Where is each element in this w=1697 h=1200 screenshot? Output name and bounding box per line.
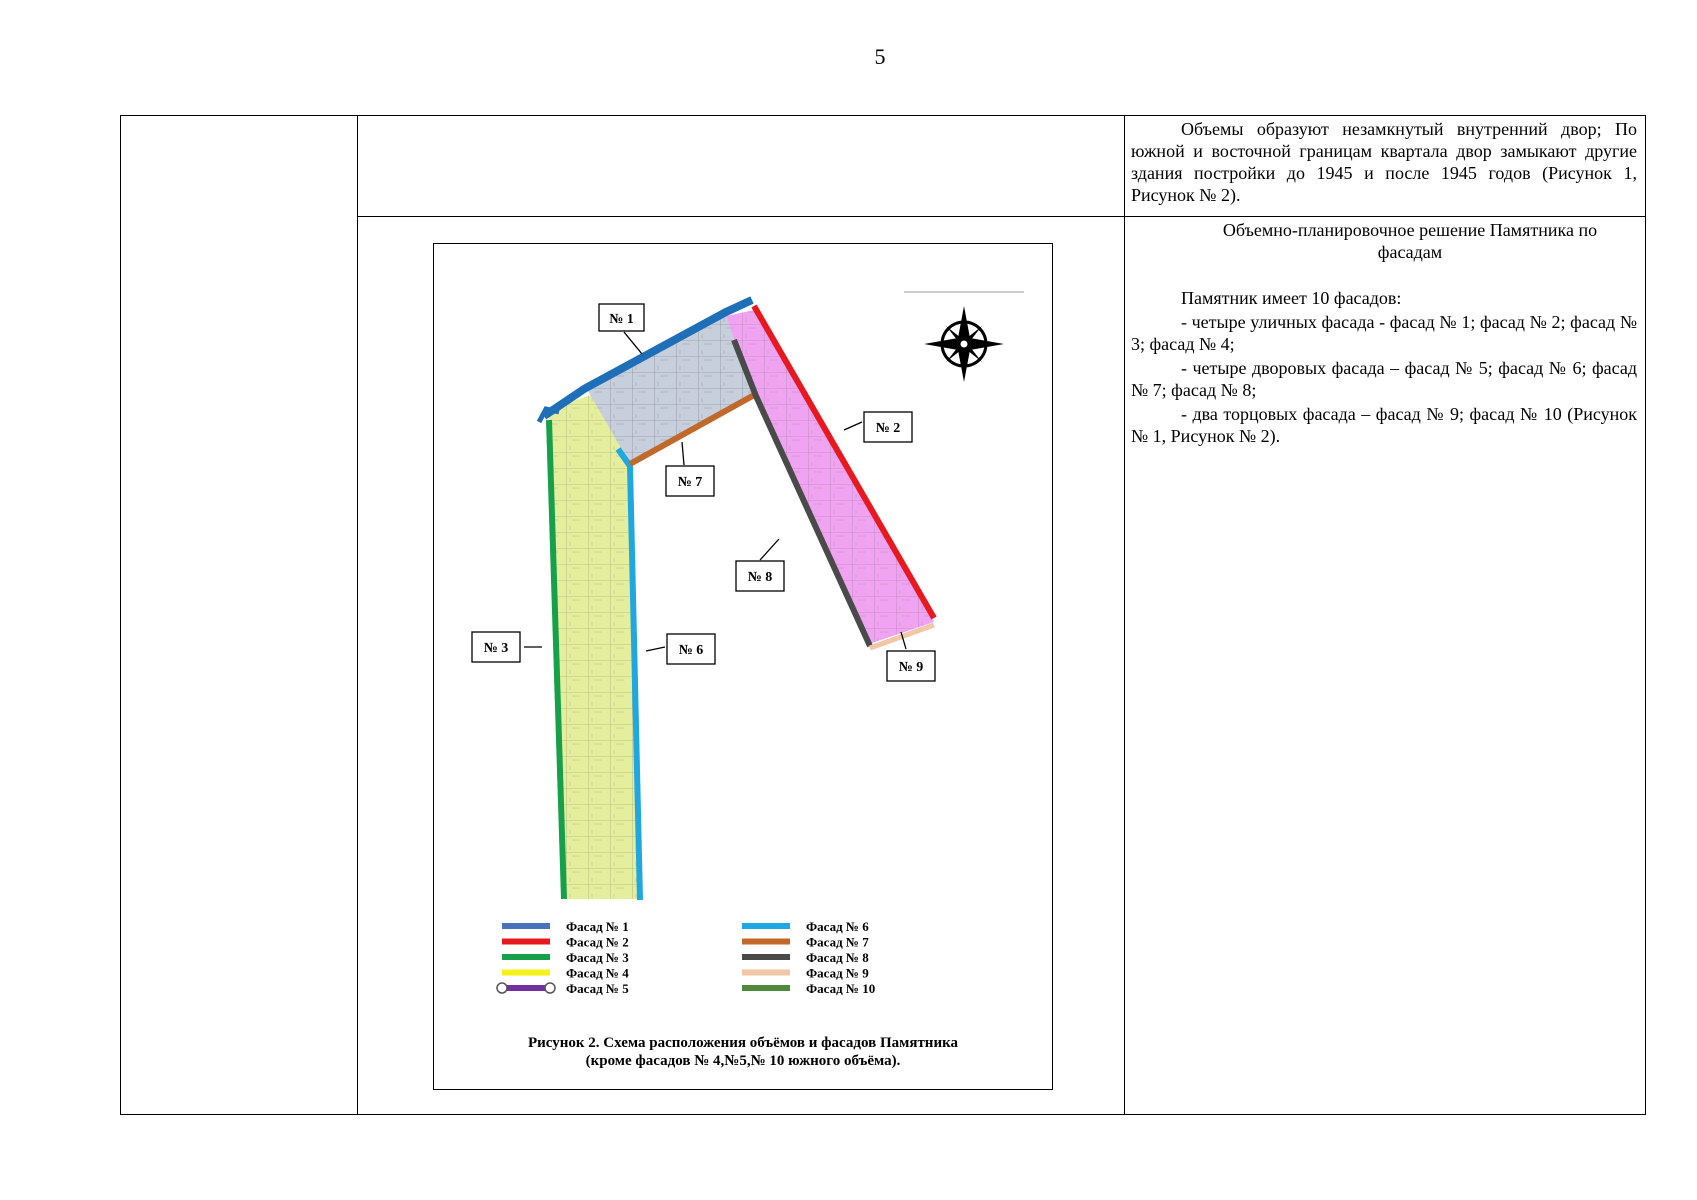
legend-label: Фасад № 8 [806, 950, 869, 965]
row2-text-cell [1125, 217, 1646, 1115]
facade-count-intro: Памятник имеет 10 фасадов: [1181, 288, 1402, 308]
legend-item [742, 935, 869, 950]
middle-empty-cell [358, 116, 1125, 217]
svg-text:№ 8: № 8 [747, 570, 773, 585]
legend-item [742, 966, 869, 981]
label-n7 [666, 442, 714, 496]
legend-item [502, 919, 629, 934]
legend-label: Фасад № 4 [566, 965, 629, 981]
facade-list-item: - два торцовых фасада – фасад № 9; фасад № 10 (Рисунок № 1, Рисунок № 2). [1131, 404, 1637, 446]
legend-endpoint [497, 983, 507, 993]
legend-label: Фасад № 1 [566, 919, 629, 934]
legend-label: Фасад № 2 [566, 934, 629, 950]
site-plan-diagram [434, 244, 1052, 1089]
svg-text:№ 6: № 6 [678, 643, 704, 658]
figure-caption [434, 1034, 1052, 1070]
legend-item [497, 981, 629, 996]
svg-text:№ 2: № 2 [875, 421, 901, 436]
left-empty-cell [121, 116, 358, 1115]
legend-endpoint [545, 983, 555, 993]
caption-line-1: Рисунок 2. Схема расположения объёмов и фасадов Памятника [527, 1035, 959, 1051]
page-number: 5 [874, 44, 886, 69]
svg-text:№ 1: № 1 [609, 312, 634, 327]
svg-text:№ 3: № 3 [483, 641, 509, 656]
svg-text:№ 9: № 9 [898, 660, 924, 675]
legend-item [742, 919, 869, 934]
legend [497, 919, 875, 996]
legend-item [742, 981, 875, 996]
figure-cell [358, 217, 1125, 1115]
legend-label: Фасад № 9 [806, 965, 869, 981]
svg-text:№ 7: № 7 [677, 475, 703, 490]
facade-list-item: - четыре уличных фасада - фасад № 1; фасад № 2; фасад № 3; фасад № 4; [1131, 312, 1637, 354]
legend-label: Фасад № 10 [806, 981, 876, 996]
legend-label: Фасад № 5 [566, 981, 629, 996]
legend-item [502, 950, 629, 965]
label-n1 [599, 304, 644, 354]
figure-2 [433, 243, 1053, 1090]
label-n6 [646, 634, 715, 664]
row1-text-cell [1125, 116, 1646, 217]
content-table [120, 115, 1646, 1115]
label-n8 [736, 539, 784, 591]
facade-list-item: - четыре дворовых фасада – фасад № 5; фасад № 6; фасад № 7; фасад № 8; [1131, 358, 1637, 400]
label-n3 [472, 632, 542, 662]
legend-label: Фасад № 7 [806, 934, 869, 950]
caption-line-2: (кроме фасадов № 4,№5,№ 10 южного объёма). [585, 1053, 901, 1069]
label-n2 [844, 412, 912, 442]
legend-label: Фасад № 3 [566, 950, 629, 965]
legend-item [502, 966, 629, 981]
legend-item [502, 935, 629, 950]
section-heading: Объемно-планировочное решение Памятника по фасадам [1222, 220, 1598, 262]
compass-rose-icon [904, 292, 1024, 382]
legend-label: Фасад № 6 [806, 919, 869, 934]
legend-item [742, 950, 869, 965]
row1-paragraph: Объемы образуют незамкнутый внутренний двор; По южной и восточной границам квартала двор замыкают другие здания постройки до 1945 и после 1945 годов (Рисунок 1, Рисунок № 2). [1131, 119, 1637, 205]
